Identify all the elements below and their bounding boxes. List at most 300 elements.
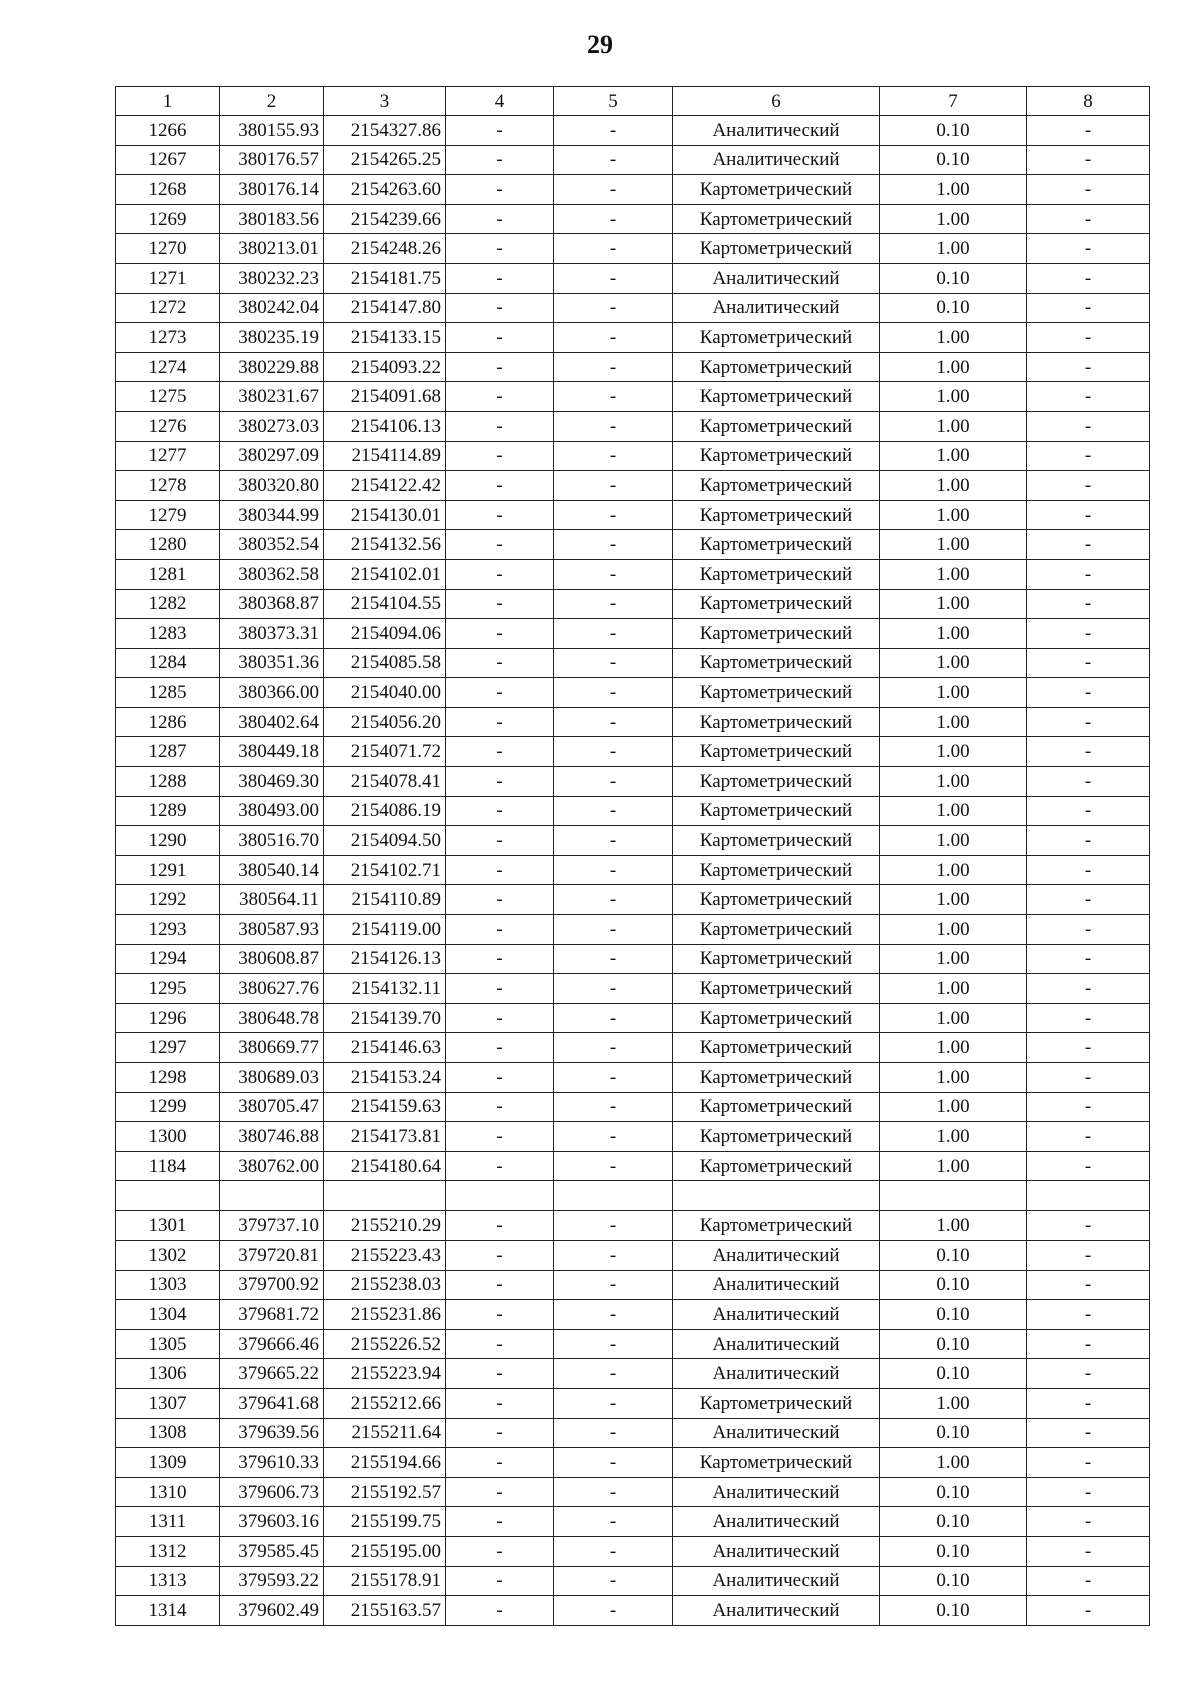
accuracy-cell: 0.10 [880,1300,1027,1330]
method-cell: Картометрический [673,1033,880,1063]
method-cell: Аналитический [673,1596,880,1626]
y-coordinate-cell: 2155199.75 [324,1507,446,1537]
table-row [116,796,1150,826]
col8-cell: - [1027,855,1150,885]
col4-cell: - [446,411,554,441]
point-id-cell: 1305 [116,1329,220,1359]
point-id-cell: 1268 [116,175,220,205]
y-coordinate-cell: 2154122.42 [324,471,446,501]
accuracy-cell: 1.00 [880,855,1027,885]
point-id-cell: 1289 [116,796,220,826]
col5-cell: - [554,1448,673,1478]
y-coordinate-cell: 2154094.50 [324,826,446,856]
accuracy-cell: 1.00 [880,1448,1027,1478]
accuracy-cell: 1.00 [880,737,1027,767]
table-row [116,441,1150,471]
point-id-cell: 1277 [116,441,220,471]
method-cell: Картометрический [673,204,880,234]
method-cell: Картометрический [673,707,880,737]
col4-cell: - [446,826,554,856]
point-id-cell: 1313 [116,1566,220,1596]
col4-cell: - [446,648,554,678]
col5-cell: - [554,1477,673,1507]
accuracy-cell: 1.00 [880,767,1027,797]
x-coordinate-cell: 380235.19 [220,323,324,353]
method-cell: Картометрический [673,1122,880,1152]
y-coordinate-cell: 2155195.00 [324,1536,446,1566]
col4-cell: - [446,1033,554,1063]
y-coordinate-cell: 2154040.00 [324,678,446,708]
y-coordinate-cell: 2154327.86 [324,116,446,146]
col4-cell: - [446,1388,554,1418]
method-cell: Аналитический [673,1507,880,1537]
accuracy-cell: 1.00 [880,826,1027,856]
table-row [116,1151,1150,1181]
x-coordinate-cell: 380540.14 [220,855,324,885]
col5-cell: - [554,1329,673,1359]
col4-cell: - [446,1270,554,1300]
col5-cell: - [554,1063,673,1093]
table-row [116,944,1150,974]
col8-cell: - [1027,1300,1150,1330]
col4-cell: - [446,619,554,649]
point-id-cell: 1285 [116,678,220,708]
col4-cell: - [446,175,554,205]
col8-cell: - [1027,1566,1150,1596]
table-row [116,1359,1150,1389]
col4-cell: - [446,1418,554,1448]
x-coordinate-cell: 380213.01 [220,234,324,264]
col5-cell: - [554,1003,673,1033]
method-cell: Аналитический [673,1329,880,1359]
accuracy-cell: 1.00 [880,974,1027,1004]
y-coordinate-cell: 2155178.91 [324,1566,446,1596]
method-cell: Картометрический [673,500,880,530]
accuracy-cell: 0.10 [880,1270,1027,1300]
point-id-cell: 1311 [116,1507,220,1537]
coordinates-table [115,86,1150,1626]
y-coordinate-cell: 2154248.26 [324,234,446,264]
y-coordinate-cell: 2155211.64 [324,1418,446,1448]
col4-cell: - [446,885,554,915]
method-cell: Картометрический [673,826,880,856]
x-coordinate-cell: 380297.09 [220,441,324,471]
accuracy-cell: 1.00 [880,1388,1027,1418]
point-id-cell: 1184 [116,1151,220,1181]
accuracy-cell: 1.00 [880,500,1027,530]
column-header: 4 [446,87,554,116]
accuracy-cell: 1.00 [880,796,1027,826]
x-coordinate-cell: 380608.87 [220,944,324,974]
col4-cell: - [446,1092,554,1122]
accuracy-cell: 1.00 [880,559,1027,589]
point-id-cell: 1282 [116,589,220,619]
x-coordinate-cell: 380402.64 [220,707,324,737]
col4-cell: - [446,1063,554,1093]
col8-cell: - [1027,471,1150,501]
table-row [116,1300,1150,1330]
y-coordinate-cell: 2154085.58 [324,648,446,678]
method-cell: Картометрический [673,974,880,1004]
table-row [116,1063,1150,1093]
table-row [116,1536,1150,1566]
point-id-cell: 1297 [116,1033,220,1063]
col4-cell: - [446,678,554,708]
table-row [116,1270,1150,1300]
col4-cell: - [446,145,554,175]
column-header: 1 [116,87,220,116]
method-cell: Аналитический [673,263,880,293]
col5-cell: - [554,441,673,471]
x-coordinate-cell: 380366.00 [220,678,324,708]
point-id-cell: 1271 [116,263,220,293]
y-coordinate-cell: 2155192.57 [324,1477,446,1507]
col4-cell: - [446,530,554,560]
point-id-cell: 1296 [116,1003,220,1033]
col5-cell: - [554,1536,673,1566]
accuracy-cell: 0.10 [880,1566,1027,1596]
accuracy-cell: 1.00 [880,382,1027,412]
col4-cell: - [446,1448,554,1478]
table-row [116,234,1150,264]
x-coordinate-cell: 380352.54 [220,530,324,560]
col8-cell: - [1027,1596,1150,1626]
method-cell: Картометрический [673,234,880,264]
table-row [116,530,1150,560]
point-id-cell: 1294 [116,944,220,974]
point-id-cell: 1276 [116,411,220,441]
method-cell: Аналитический [673,1418,880,1448]
col4-cell: - [446,116,554,146]
x-coordinate-cell: 379602.49 [220,1596,324,1626]
table-row [116,1596,1150,1626]
col5-cell: - [554,1300,673,1330]
table-row [116,1329,1150,1359]
col8-cell: - [1027,619,1150,649]
accuracy-cell: 1.00 [880,707,1027,737]
col8-cell: - [1027,1329,1150,1359]
col5-cell [554,1181,673,1211]
point-id-cell: 1300 [116,1122,220,1152]
point-id-cell: 1303 [116,1270,220,1300]
col4-cell: - [446,1596,554,1626]
table-row [116,767,1150,797]
column-header: 2 [220,87,324,116]
x-coordinate-cell: 379610.33 [220,1448,324,1478]
col5-cell: - [554,204,673,234]
method-cell: Картометрический [673,1151,880,1181]
method-cell: Аналитический [673,1240,880,1270]
method-cell: Картометрический [673,530,880,560]
table-row [116,471,1150,501]
col8-cell: - [1027,1388,1150,1418]
point-id-cell: 1283 [116,619,220,649]
x-coordinate-cell: 379666.46 [220,1329,324,1359]
method-cell: Картометрический [673,411,880,441]
col8-cell: - [1027,1359,1150,1389]
col5-cell: - [554,974,673,1004]
accuracy-cell: 0.10 [880,1596,1027,1626]
method-cell: Картометрический [673,1448,880,1478]
col5-cell: - [554,648,673,678]
col4-cell: - [446,1300,554,1330]
col8-cell: - [1027,382,1150,412]
col4-cell: - [446,767,554,797]
x-coordinate-cell: 380231.67 [220,382,324,412]
accuracy-cell: 1.00 [880,323,1027,353]
y-coordinate-cell: 2155194.66 [324,1448,446,1478]
accuracy-cell: 0.10 [880,1329,1027,1359]
method-cell: Аналитический [673,1536,880,1566]
col8-cell: - [1027,411,1150,441]
y-coordinate-cell: 2154263.60 [324,175,446,205]
x-coordinate-cell: 380176.57 [220,145,324,175]
col8-cell: - [1027,915,1150,945]
accuracy-cell: 1.00 [880,1151,1027,1181]
col4-cell: - [446,559,554,589]
y-coordinate-cell: 2155238.03 [324,1270,446,1300]
table-row [116,1507,1150,1537]
col8-cell: - [1027,500,1150,530]
col4-cell: - [446,915,554,945]
x-coordinate-cell: 380564.11 [220,885,324,915]
table-row [116,885,1150,915]
point-id-cell: 1267 [116,145,220,175]
method-cell [673,1181,880,1211]
col5-cell: - [554,1507,673,1537]
y-coordinate-cell: 2155212.66 [324,1388,446,1418]
x-coordinate-cell: 379585.45 [220,1536,324,1566]
col5-cell: - [554,1092,673,1122]
col5-cell: - [554,1211,673,1241]
col8-cell: - [1027,352,1150,382]
y-coordinate-cell: 2154126.13 [324,944,446,974]
col8-cell: - [1027,885,1150,915]
x-coordinate-cell: 380362.58 [220,559,324,589]
table-row [116,1033,1150,1063]
col4-cell: - [446,1240,554,1270]
col8-cell: - [1027,1122,1150,1152]
x-coordinate-cell: 380746.88 [220,1122,324,1152]
col8-cell: - [1027,678,1150,708]
col5-cell: - [554,767,673,797]
table-row [116,116,1150,146]
table-row [116,1181,1150,1211]
point-id-cell: 1298 [116,1063,220,1093]
col4-cell: - [446,204,554,234]
col5-cell: - [554,382,673,412]
x-coordinate-cell: 380516.70 [220,826,324,856]
accuracy-cell: 1.00 [880,530,1027,560]
col4-cell: - [446,589,554,619]
col4-cell: - [446,293,554,323]
method-cell: Картометрический [673,855,880,885]
table-row [116,263,1150,293]
col8-cell: - [1027,530,1150,560]
x-coordinate-cell: 379639.56 [220,1418,324,1448]
col8-cell: - [1027,559,1150,589]
method-cell: Картометрический [673,678,880,708]
y-coordinate-cell: 2154110.89 [324,885,446,915]
accuracy-cell: 0.10 [880,293,1027,323]
x-coordinate-cell: 380176.14 [220,175,324,205]
col5-cell: - [554,1418,673,1448]
method-cell: Картометрический [673,1063,880,1093]
col4-cell: - [446,234,554,264]
y-coordinate-cell: 2154094.06 [324,619,446,649]
accuracy-cell: 0.10 [880,1418,1027,1448]
accuracy-cell: 1.00 [880,441,1027,471]
x-coordinate-cell: 379603.16 [220,1507,324,1537]
col4-cell: - [446,441,554,471]
y-coordinate-cell: 2154181.75 [324,263,446,293]
accuracy-cell: 1.00 [880,648,1027,678]
x-coordinate-cell: 380648.78 [220,1003,324,1033]
accuracy-cell: 1.00 [880,175,1027,205]
accuracy-cell: 1.00 [880,234,1027,264]
y-coordinate-cell: 2155210.29 [324,1211,446,1241]
col4-cell: - [446,855,554,885]
y-coordinate-cell: 2154239.66 [324,204,446,234]
column-header: 7 [880,87,1027,116]
accuracy-cell: 1.00 [880,352,1027,382]
col4-cell: - [446,737,554,767]
col5-cell: - [554,589,673,619]
accuracy-cell: 1.00 [880,915,1027,945]
point-id-cell: 1309 [116,1448,220,1478]
table-row [116,1477,1150,1507]
col5-cell: - [554,471,673,501]
accuracy-cell: 1.00 [880,589,1027,619]
y-coordinate-cell: 2154102.01 [324,559,446,589]
col5-cell: - [554,530,673,560]
x-coordinate-cell: 380232.23 [220,263,324,293]
table-body [116,116,1150,1626]
accuracy-cell: 1.00 [880,944,1027,974]
point-id-cell: 1273 [116,323,220,353]
accuracy-cell: 0.10 [880,263,1027,293]
y-coordinate-cell: 2154119.00 [324,915,446,945]
accuracy-cell: 1.00 [880,1033,1027,1063]
method-cell: Картометрический [673,323,880,353]
col5-cell: - [554,885,673,915]
col8-cell: - [1027,1507,1150,1537]
col4-cell: - [446,1329,554,1359]
x-coordinate-cell: 380183.56 [220,204,324,234]
col8-cell: - [1027,648,1150,678]
col8-cell: - [1027,1270,1150,1300]
col4-cell: - [446,1122,554,1152]
table-row [116,559,1150,589]
col8-cell: - [1027,323,1150,353]
point-id-cell [116,1181,220,1211]
method-cell: Аналитический [673,1270,880,1300]
method-cell: Картометрический [673,885,880,915]
y-coordinate-cell: 2155163.57 [324,1596,446,1626]
col5-cell: - [554,116,673,146]
table-row [116,1448,1150,1478]
col8-cell: - [1027,1211,1150,1241]
point-id-cell: 1269 [116,204,220,234]
col8-cell [1027,1181,1150,1211]
method-cell: Картометрический [673,1388,880,1418]
x-coordinate-cell: 380368.87 [220,589,324,619]
x-coordinate-cell [220,1181,324,1211]
x-coordinate-cell: 380705.47 [220,1092,324,1122]
col5-cell: - [554,915,673,945]
table-row [116,411,1150,441]
col8-cell: - [1027,1240,1150,1270]
point-id-cell: 1284 [116,648,220,678]
table-row [116,619,1150,649]
col5-cell: - [554,145,673,175]
col5-cell: - [554,1240,673,1270]
method-cell: Картометрический [673,619,880,649]
col8-cell: - [1027,974,1150,1004]
col5-cell: - [554,1359,673,1389]
table-row [116,855,1150,885]
x-coordinate-cell: 380689.03 [220,1063,324,1093]
y-coordinate-cell [324,1181,446,1211]
point-id-cell: 1310 [116,1477,220,1507]
point-id-cell: 1278 [116,471,220,501]
col4-cell: - [446,263,554,293]
column-header: 8 [1027,87,1150,116]
point-id-cell: 1314 [116,1596,220,1626]
method-cell: Аналитический [673,293,880,323]
y-coordinate-cell: 2154056.20 [324,707,446,737]
col5-cell: - [554,352,673,382]
x-coordinate-cell: 380351.36 [220,648,324,678]
table-row [116,175,1150,205]
x-coordinate-cell: 380449.18 [220,737,324,767]
point-id-cell: 1292 [116,885,220,915]
col5-cell: - [554,826,673,856]
method-cell: Картометрический [673,175,880,205]
col5-cell: - [554,323,673,353]
y-coordinate-cell: 2155226.52 [324,1329,446,1359]
page-number: 29 [587,30,613,59]
col5-cell: - [554,559,673,589]
y-coordinate-cell: 2154146.63 [324,1033,446,1063]
point-id-cell: 1270 [116,234,220,264]
y-coordinate-cell: 2154265.25 [324,145,446,175]
table-row [116,1122,1150,1152]
col5-cell: - [554,678,673,708]
x-coordinate-cell: 380762.00 [220,1151,324,1181]
method-cell: Аналитический [673,116,880,146]
accuracy-cell: 0.10 [880,1477,1027,1507]
point-id-cell: 1279 [116,500,220,530]
y-coordinate-cell: 2154133.15 [324,323,446,353]
y-coordinate-cell: 2154173.81 [324,1122,446,1152]
col4-cell: - [446,974,554,1004]
y-coordinate-cell: 2154132.56 [324,530,446,560]
y-coordinate-cell: 2154114.89 [324,441,446,471]
column-header: 3 [324,87,446,116]
method-cell: Аналитический [673,1359,880,1389]
col8-cell: - [1027,944,1150,974]
col4-cell: - [446,1536,554,1566]
x-coordinate-cell: 379606.73 [220,1477,324,1507]
point-id-cell: 1274 [116,352,220,382]
y-coordinate-cell: 2154139.70 [324,1003,446,1033]
col8-cell: - [1027,589,1150,619]
accuracy-cell: 1.00 [880,1092,1027,1122]
y-coordinate-cell: 2154180.64 [324,1151,446,1181]
col5-cell: - [554,1566,673,1596]
col8-cell: - [1027,1477,1150,1507]
